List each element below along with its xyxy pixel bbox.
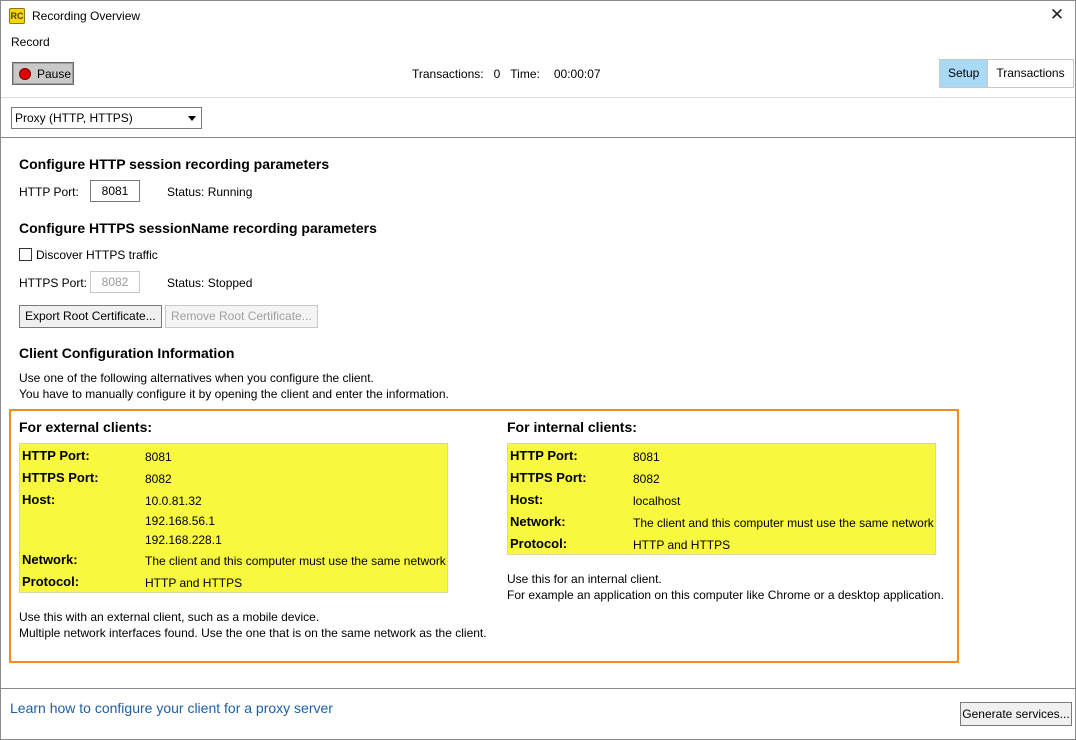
ext-host-3: 192.168.228.1: [145, 533, 222, 547]
http-port-label: HTTP Port:: [19, 185, 79, 199]
view-tabs: [939, 59, 1074, 88]
ext-protocol-key: Protocol:: [22, 574, 80, 589]
https-status: Status: Stopped: [167, 276, 253, 290]
ext-http-port-key: HTTP Port:: [22, 448, 90, 463]
chevron-down-icon: [188, 116, 196, 121]
export-root-certificate-button[interactable]: Export Root Certificate...: [19, 305, 162, 328]
int-network-key: Network:: [510, 514, 566, 529]
footer-divider: [1, 688, 1075, 689]
int-note-2: For example an application on this computer like Chrome or a desktop application.: [507, 588, 944, 602]
https-port-input[interactable]: 8082: [90, 271, 140, 293]
generate-services-button[interactable]: Generate services...: [960, 702, 1072, 726]
close-icon[interactable]: ✕: [1049, 5, 1065, 24]
transactions-label: Transactions:: [412, 67, 484, 81]
recording-mode-value: Proxy (HTTP, HTTPS): [15, 111, 133, 125]
http-port-input[interactable]: 8081: [90, 180, 140, 202]
int-https-port-value: 8082: [633, 472, 660, 486]
http-status: Status: Running: [167, 185, 253, 199]
int-host-key: Host:: [510, 492, 544, 507]
int-protocol-value: HTTP and HTTPS: [633, 538, 731, 552]
pause-label: Pause: [37, 66, 72, 81]
int-protocol-key: Protocol:: [510, 536, 568, 551]
ext-https-port-value: 8082: [145, 472, 172, 486]
http-section-heading: Configure HTTP session recording parameters: [19, 156, 330, 172]
int-host-value: localhost: [633, 494, 681, 508]
window-title: Recording Overview: [32, 9, 141, 23]
int-http-port-value: 8081: [633, 450, 660, 464]
discover-https-checkbox[interactable]: [19, 248, 32, 261]
external-info-panel: [19, 443, 448, 593]
external-clients-heading: For external clients:: [19, 419, 153, 435]
remove-root-certificate-button[interactable]: Remove Root Certificate...: [165, 305, 318, 328]
client-info-line1: Use one of the following alternatives when you configure the client.: [19, 371, 374, 385]
int-https-port-key: HTTPS Port:: [510, 470, 587, 485]
title-bar: [1, 1, 1075, 31]
ext-host-1: 10.0.81.32: [145, 494, 202, 508]
record-dot-icon: [19, 68, 31, 80]
time-label: Time:: [510, 67, 540, 81]
tab-setup[interactable]: Setup: [940, 60, 987, 87]
toolbar-divider: [1, 97, 1075, 98]
menu-record[interactable]: Record: [11, 35, 50, 49]
discover-https-label[interactable]: Discover HTTPS traffic: [36, 248, 158, 262]
time-value: 00:00:07: [553, 67, 601, 81]
https-port-label: HTTPS Port:: [19, 276, 88, 290]
recording-status: [412, 67, 611, 81]
int-note-1: Use this for an internal client.: [507, 572, 662, 586]
ext-note-1: Use this with an external client, such as a mobile device.: [19, 610, 320, 624]
int-network-value: The client and this computer must use the same network: [633, 516, 934, 530]
recorder-app-icon: RC: [9, 8, 25, 24]
ext-protocol-value: HTTP and HTTPS: [145, 576, 243, 590]
pause-button[interactable]: [12, 62, 74, 85]
ext-http-port-value: 8081: [145, 450, 172, 464]
content-divider: [1, 137, 1075, 138]
ext-host-key: Host:: [22, 492, 56, 507]
https-section-heading: Configure HTTPS sessionName recording parameters: [19, 220, 377, 236]
tab-transactions[interactable]: Transactions: [987, 60, 1072, 87]
ext-note-2: Multiple network interfaces found. Use the one that is on the same network as the client.: [19, 626, 487, 640]
learn-proxy-config-link[interactable]: Learn how to configure your client for a proxy server: [10, 700, 333, 716]
client-config-heading: Client Configuration Information: [19, 345, 235, 361]
int-http-port-key: HTTP Port:: [510, 448, 578, 463]
ext-network-key: Network:: [22, 552, 78, 567]
internal-clients-heading: For internal clients:: [507, 419, 637, 435]
client-info-line2: You have to manually configure it by opening the client and enter the information.: [19, 387, 449, 401]
ext-host-2: 192.168.56.1: [145, 514, 216, 528]
recording-mode-select[interactable]: [11, 107, 202, 129]
ext-network-value: The client and this computer must use the same network: [145, 554, 446, 568]
transactions-count: 0: [493, 67, 501, 81]
ext-https-port-key: HTTPS Port:: [22, 470, 99, 485]
